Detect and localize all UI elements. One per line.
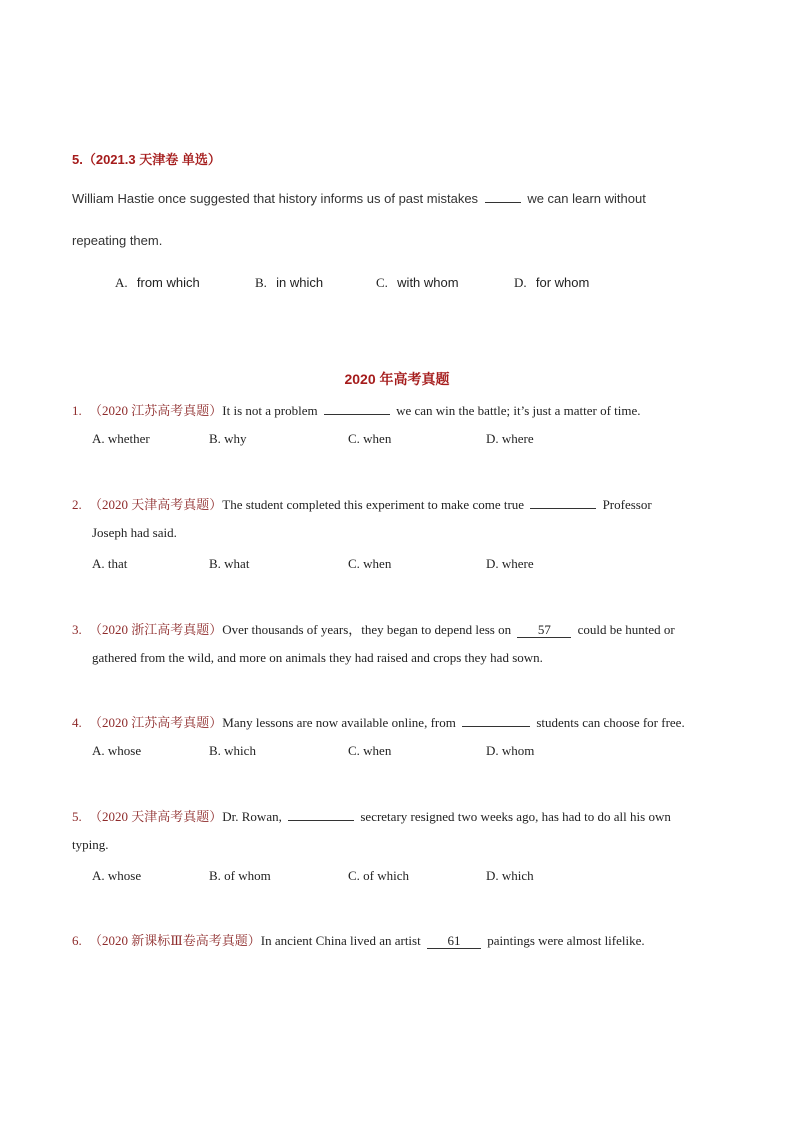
option-c: C. when (348, 743, 392, 758)
question-text: we can learn without (527, 191, 646, 206)
question-number: 1. (72, 403, 82, 418)
option-c: C. when (348, 556, 392, 571)
question-number: 4. (72, 715, 82, 730)
question-text: repeating them. (72, 233, 163, 248)
question-text: paintings were almost lifelike. (487, 933, 645, 948)
answer-blank: 61 (427, 934, 481, 949)
option-b (255, 275, 323, 291)
option-a: A. whether (92, 431, 150, 446)
option-letter: C. (376, 275, 388, 290)
question-6 (72, 930, 645, 949)
question-text: Over thousands of years，they began to depend less on (222, 622, 512, 637)
question-header: 5.（2021.3 天津卷 单选） (72, 152, 221, 167)
option-text: for whom (535, 275, 590, 290)
question-source: （2020 江苏高考真题） (89, 403, 223, 418)
question-number: 6. (72, 933, 82, 948)
option-d: D. where (486, 431, 534, 446)
question-text-line (72, 191, 646, 206)
answer-blank: 57 (517, 623, 571, 638)
option-b: B. what (209, 556, 250, 571)
question-text: students can choose for free. (536, 715, 685, 730)
question-text: The student completed this experiment to make come true (222, 497, 525, 512)
option-c: C. when (348, 431, 392, 446)
question-1 (72, 400, 641, 419)
question-text: secretary resigned two weeks ago, has had to do all his own (360, 809, 671, 824)
question-text: Many lessons are now available online, from (222, 715, 456, 730)
question-text: William Hastie once suggested that history informs us of past mistakes (72, 191, 479, 206)
option-text: from which (136, 275, 200, 290)
answer-blank (485, 202, 521, 203)
option-d: D. where (486, 556, 534, 571)
answer-blank (462, 726, 530, 727)
question-text: Dr. Rowan, (222, 809, 282, 824)
option-a: A. whose (92, 743, 142, 758)
question-5 (72, 806, 671, 825)
option-c (376, 275, 459, 291)
answer-blank (530, 508, 596, 509)
question-text: typing. (72, 837, 109, 852)
option-d: D. whom (486, 743, 535, 758)
question-source: （2020 天津高考真题） (89, 809, 223, 824)
question-text: could be hunted or (577, 622, 675, 637)
option-letter: B. (255, 275, 267, 290)
option-a: A. whose (92, 868, 142, 883)
answer-blank (324, 414, 390, 415)
question-source: （2020 天津高考真题） (89, 497, 223, 512)
question-number: 2. (72, 497, 82, 512)
question-text: Professor (602, 497, 652, 512)
question-text: In ancient China lived an artist (260, 933, 421, 948)
answer-blank (288, 820, 354, 821)
question-3 (72, 619, 675, 638)
option-a: A. that (92, 556, 128, 571)
question-text: Joseph had said. (92, 525, 177, 540)
option-b: B. why (209, 431, 247, 446)
option-d (514, 275, 589, 291)
question-text: It is not a problem (222, 403, 318, 418)
question-number: 5. (72, 809, 82, 824)
question-2 (72, 494, 652, 513)
option-text: with whom (397, 275, 459, 290)
option-d: D. which (486, 868, 534, 883)
question-text: gathered from the wild, and more on animals they had raised and crops they had sown. (92, 650, 543, 665)
question-source: （2020 浙江高考真题） (89, 622, 223, 637)
option-c: C. of which (348, 868, 410, 883)
question-text: we can win the battle; it’s just a matter of time. (396, 403, 641, 418)
option-a (115, 275, 200, 291)
question-source: （2020 新课标Ⅲ卷高考真题） (89, 933, 261, 948)
option-text: in which (276, 275, 324, 290)
question-number: 3. (72, 622, 82, 637)
option-b: B. which (209, 743, 256, 758)
question-source: （2020 江苏高考真题） (89, 715, 223, 730)
section-title: 2020 年高考真题 (344, 371, 450, 387)
question-4 (72, 712, 685, 731)
option-b: B. of whom (209, 868, 271, 883)
option-letter: D. (514, 275, 527, 290)
option-letter: A. (115, 275, 128, 290)
